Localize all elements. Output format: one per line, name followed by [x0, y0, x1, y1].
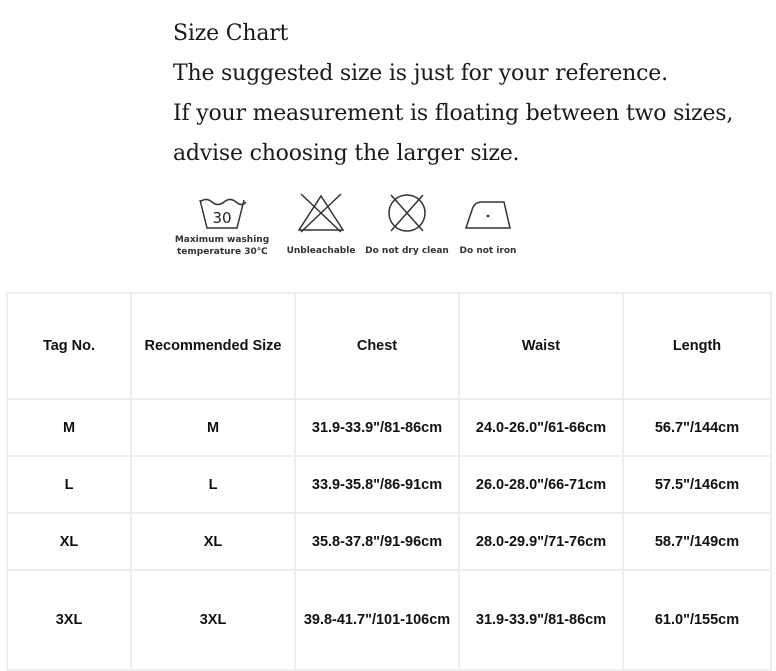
no-bleach-icon: [293, 190, 349, 234]
size-table: [6, 292, 772, 671]
floating-note: If your measurement is floating between two sizes,: [173, 101, 734, 126]
header-tag-no: Tag No.: [7, 293, 131, 399]
tag-cell: L: [7, 456, 131, 513]
size-chart-header: [173, 14, 733, 174]
waist-cell: 31.9-33.9"/81-86cm: [459, 570, 623, 670]
care-wash: [172, 190, 272, 258]
iron-label: Do not iron: [459, 246, 517, 256]
wash-temperature-number: 30: [212, 209, 232, 227]
table-row: [7, 456, 771, 513]
recommended-cell: L: [131, 456, 295, 513]
tag-cell: M: [7, 399, 131, 456]
wash-label-line2: temperature 30℃: [177, 247, 268, 257]
reference-note: The suggested size is just for your reference.: [173, 61, 668, 86]
no-iron-icon: [460, 190, 516, 234]
care-bleach: [283, 190, 359, 257]
wash-label-line1: Maximum washing: [174, 235, 270, 245]
tag-cell: XL: [7, 513, 131, 570]
page-title: Size Chart: [173, 21, 289, 46]
header-waist: Waist: [459, 293, 623, 399]
bleach-label: Unbleachable: [286, 246, 356, 256]
advice-note: advise choosing the larger size.: [173, 141, 520, 166]
length-cell: 56.7"/144cm: [623, 399, 771, 456]
tag-cell: 3XL: [7, 570, 131, 670]
dryclean-label: Do not dry clean: [365, 246, 449, 256]
no-dry-clean-icon: [379, 190, 435, 234]
recommended-cell: 3XL: [131, 570, 295, 670]
length-cell: 58.7"/149cm: [623, 513, 771, 570]
care-dryclean: [362, 190, 452, 257]
table-header-row: [7, 293, 771, 399]
care-instructions: [0, 190, 776, 280]
waist-cell: 28.0-29.9"/71-76cm: [459, 513, 623, 570]
table-row: [7, 570, 771, 670]
chest-cell: 35.8-37.8"/91-96cm: [295, 513, 459, 570]
recommended-cell: XL: [131, 513, 295, 570]
chest-cell: 39.8-41.7"/101-106cm: [295, 570, 459, 670]
length-cell: 61.0"/155cm: [623, 570, 771, 670]
recommended-cell: M: [131, 399, 295, 456]
header-recommended-size: Recommended Size: [131, 293, 295, 399]
waist-cell: 24.0-26.0"/61-66cm: [459, 399, 623, 456]
length-cell: 57.5"/146cm: [623, 456, 771, 513]
chest-cell: 31.9-33.9"/81-86cm: [295, 399, 459, 456]
care-iron: [452, 190, 524, 257]
waist-cell: 26.0-28.0"/66-71cm: [459, 456, 623, 513]
table-row: [7, 399, 771, 456]
table-row: [7, 513, 771, 570]
chest-cell: 33.9-35.8"/86-91cm: [295, 456, 459, 513]
header-length: Length: [623, 293, 771, 399]
wash-30-icon: [194, 190, 250, 234]
header-chest: Chest: [295, 293, 459, 399]
